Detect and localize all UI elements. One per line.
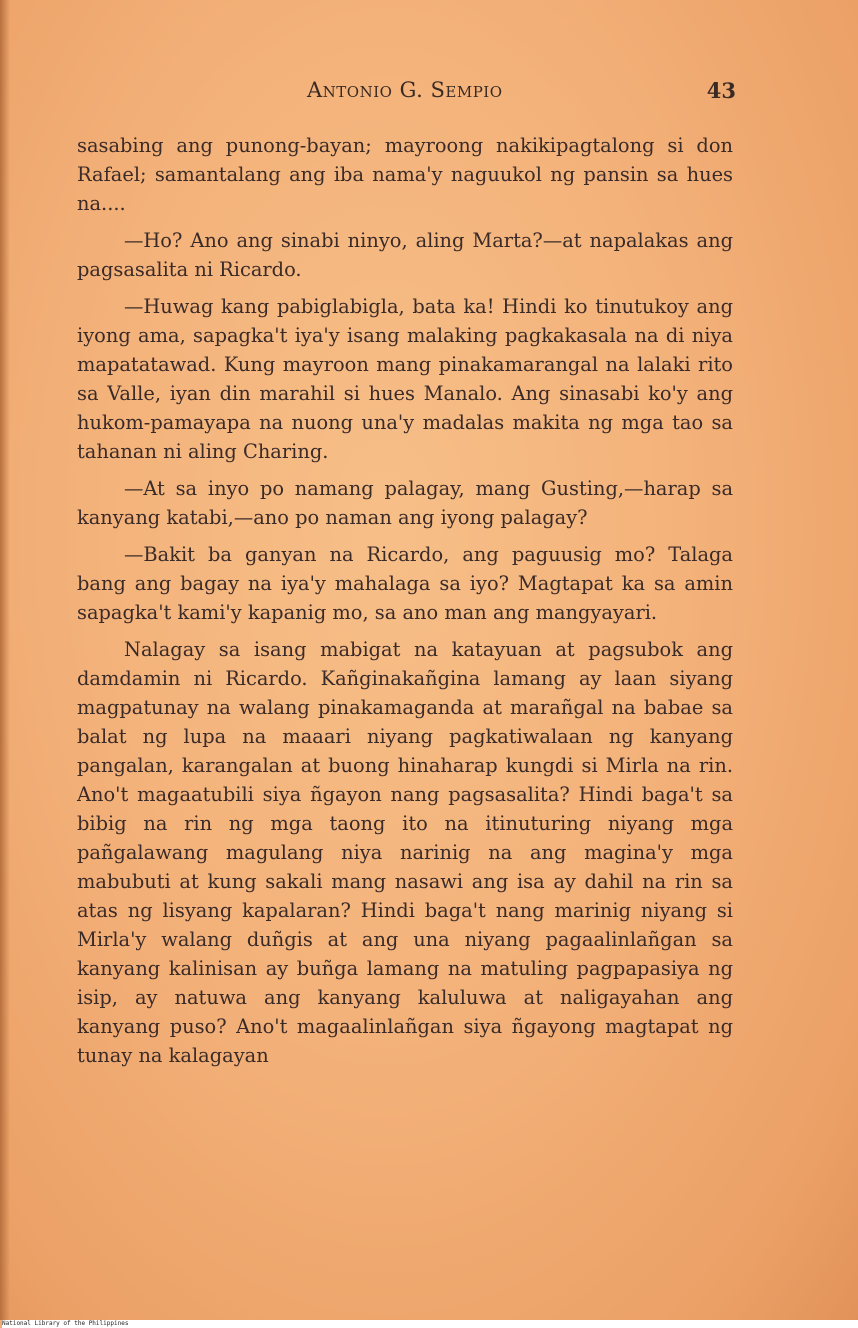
page-edge-shadow — [0, 0, 10, 1320]
paragraph-4: —At sa inyo po namang palagay, mang Gusting,—harap sa kanyang katabi,—ano po naman ang iyong palagay? — [77, 477, 733, 529]
paragraph-1: sasabing ang punong-bayan; mayroong nakikipagtalong si don Rafael; samantalang ang iba nama'y naguukol ng pansin sa hues na.... — [77, 134, 733, 215]
paragraph-6: Nalagay sa isang mabigat na katayuan at pagsubok ang damdamin ni Ricardo. Kañginakañgina lamang ay laan siyang magpatunay na walang pinakamaganda at marañgal na babae sa balat ng lupa na maaari niyang pagkatiwalaan ng kanyang pangalan, karangalan at buong hinaharap kungdi si Mirla na rin. Ano't magaatubili siya ñgayon nang pagsasalita? Hindi baga't sa bibig na rin ng mga taong ito na itinuturing niyang mga pañgalawang magulang niya narinig na ang magina'y mga mabubuti at kung sakali mang nasawi ang isa ay dahil na rin sa atas ng lisyang kapalaran? Hindi baga't nang marinig niyang si Mirla'y walang duñgis at ang una niyang pagaalinlañgan sa kanyang kalinisan ay buñga lamang na matuling pagpapasiya ng isip, ay natuwa ang kanyang kaluluwa at naligayahan ang kanyang puso? Ano't magaalinlañgan siya ñgayong magtapat ng tunay na kalagayan — [77, 638, 733, 1067]
paragraph-5: —Bakit ba ganyan na Ricardo, ang paguusig mo? Talaga bang ang bagay na iya'y mahalaga sa iyo? Magtapat ka sa amin sapagka't kami'y kapanig mo, sa ano man ang mangyayari. — [77, 543, 733, 624]
running-head: Antonio G. Sempio — [307, 78, 503, 102]
library-credit: National Library of the Philippines — [2, 1320, 858, 1328]
page-number: 43 — [706, 78, 736, 103]
page-header — [0, 78, 858, 108]
paragraph-3: —Huwag kang pabiglabigla, bata ka! Hindi ko tinutukoy ang iyong ama, sapagka't iya'y isang malaking pagkakasala na di niya mapatatawad. Kung mayroon mang pinakamarangal na lalaki rito sa Valle, iyan din marahil si hues Manalo. Ang sinasabi ko'y ang hukom-pamayapa na nuong una'y madalas makita ng mga tao sa tahanan ni aling Charing. — [77, 295, 733, 463]
paragraph-2: —Ho? Ano ang sinabi ninyo, aling Marta?—at napalakas ang pagsasalita ni Ricardo. — [77, 229, 733, 281]
body-text — [77, 131, 733, 1078]
